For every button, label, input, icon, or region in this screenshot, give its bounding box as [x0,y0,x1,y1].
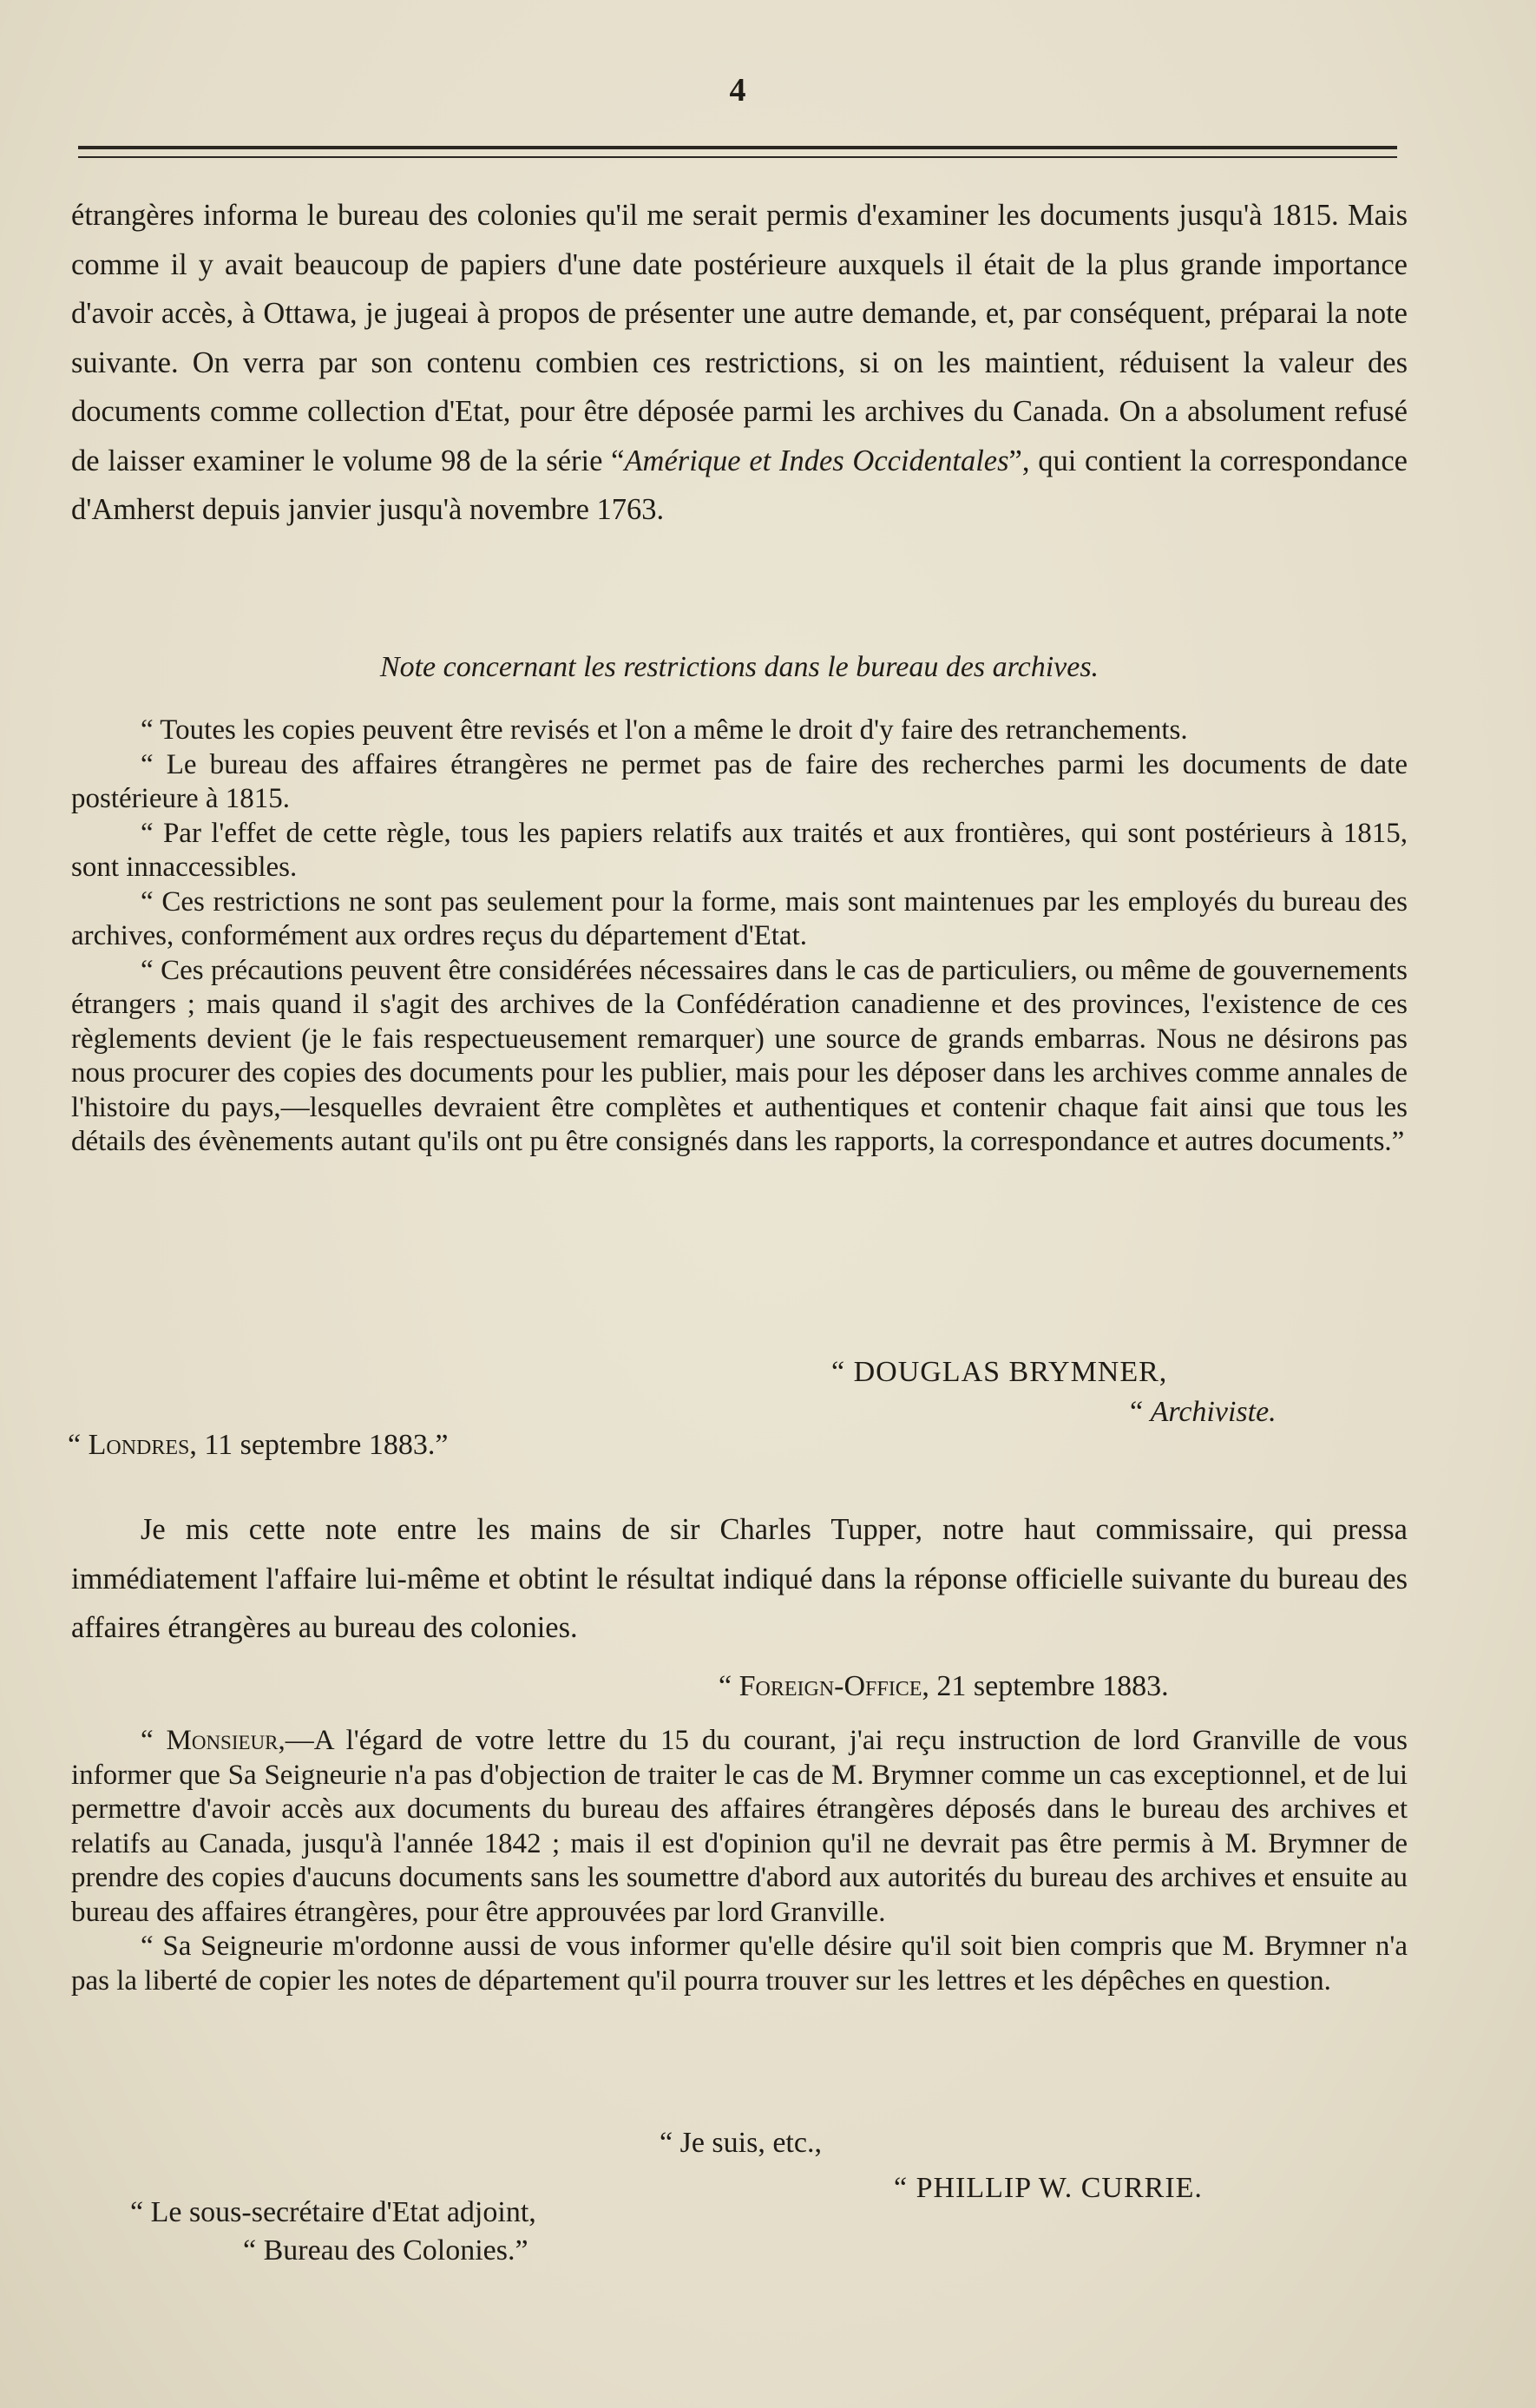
signature-title: “ Archiviste. [1130,1396,1277,1428]
signature-brymner: “ DOUGLAS BRYMNER, [831,1356,1168,1388]
note-paragraph: “ Ces précautions peuvent être considérées nécessaires dans le cas de particuliers, ou même de gouvernements étrangers ; mais quand il s'agit des archives de la Confédération canadienne et des provinces, l'existence de ces règlements devient (je le fais respectueusement remarquer) une source de grands embarras. Nous ne désirons pas nous procurer des copies des documents pour les publier, mais pour les déposer dans les archives comme annales de l'histoire du pays,—lesquelles devraient être complètes et authentiques et contenir chaque fait ainsi que tous les détails des évènements autant qu'ils ont pu être consignés dans les rapports, la correspondance et autres documents.” [71,954,1408,1157]
letter-body [71,1724,1408,1998]
header-rule [78,146,1397,149]
opening-paragraph [71,191,1408,535]
page-number: 4 [729,72,746,109]
letter-dateline: “ Foreign-Office, 21 septembre 1883. [719,1670,1169,1702]
addressee-line-1: “ Le sous-secrétaire d'Etat adjoint, [130,2196,536,2228]
header-rule-thin [78,156,1397,158]
letter-paragraph: “ Monsieur,—A l'égard de votre lettre du 15 du courant, j'ai reçu instruction de lord Granville de vous informer que Sa Seigneurie n'a pas d'objection de traiter le cas de M. Brymner comme un cas exceptionnel, et de lui permettre d'avoir accès aux documents du bureau des affaires étrangères déposés dans le bureau des archives et relatifs au Canada, jusqu'à l'année 1842 ; mais il est d'opinion qu'il ne devrait pas être permis à M. Brymner de prendre des copies d'aucuns documents sans les soumettre d'abord aux autorités du bureau des archives et ensuite au bureau des affaires étrangères, pour être approuvées par lord Granville. [71,1725,1408,1928]
note-paragraph: “ Toutes les copies peuvent être revisés et l'on a même le droit d'y faire des retranchements. [141,714,1188,746]
letter-paragraph: “ Sa Seigneurie m'ordonne aussi de vous informer qu'elle désire qu'il soit bien compris que M. Brymner n'a pas la liberté de copier les notes de département qu'il pourra trouver sur les lettres et les dépêches en question. [71,1931,1408,1997]
opening-text-a: étrangères informa le bureau des colonies qu'il me serait permis d'examiner les documents jusqu'à 1815. Mais comme il y avait beaucoup de papiers d'une date postérieure auxquels il était de la plus grande importance d'avoir accès, à Ottawa, je jugeai à propos de présenter une autre demande, et, par conséquent, préparai la note suivante. On verra par son contenu combien ces restrictions, si on les maintient, réduisent la valeur des documents comme collection d'Etat, pour être déposée parmi les archives du Canada. On a absolument refusé de laisser examiner le volume 98 de la série “ [71,199,1408,477]
addressee-line-2: “ Bureau des Colonies.” [243,2234,528,2267]
volume-title: Amérique et Indes Occidentales [624,444,1009,477]
note-paragraph: “ Ces restrictions ne sont pas seulement pour la forme, mais sont maintenues par les employés du bureau des archives, conformément aux ordres reçus du département d'Etat. [71,885,1408,951]
note-paragraph: “ Le bureau des affaires étrangères ne permet pas de faire des recherches parmi les documents de date postérieure à 1815. [71,748,1408,814]
letter-closing: “ Je suis, etc., [660,2127,822,2159]
note-body [71,714,1408,1160]
middle-paragraph: Je mis cette note entre les mains de sir Charles Tupper, notre haut commissaire, qui pressa immédiatement l'affaire lui-même et obtint le résultat indiqué dans la réponse officielle suivante du bureau des affaires étrangères au bureau des colonies. [71,1513,1408,1644]
signature-currie: “ PHILLIP W. CURRIE. [894,2172,1203,2204]
note-title: Note concernant les restrictions dans le bureau des archives. [379,651,1099,683]
note-paragraph: “ Par l'effet de cette règle, tous les papiers relatifs aux traités et aux frontières, qui sont postérieurs à 1815, sont innaccessibles. [71,817,1408,883]
place-date: “ Londres, 11 septembre 1883.” [68,1429,449,1461]
opening-text-b: ”, qui contient la correspondance d'Amherst depuis janvier jusqu'à novembre 1763. [71,444,1408,526]
